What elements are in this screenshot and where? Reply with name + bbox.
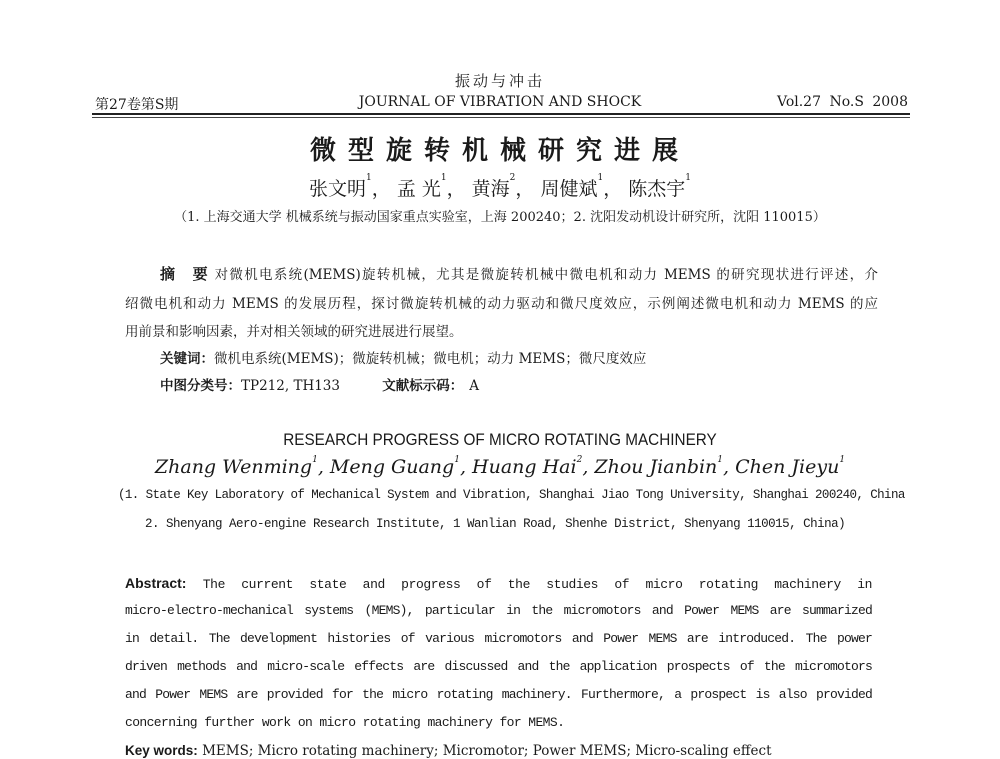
author: Chen Jieyu <box>735 456 840 478</box>
author: Huang Hai <box>472 456 577 478</box>
keywords-value: MEMS; Micro rotating machinery; Micromotor; Power MEMS; Micro-scaling effect <box>202 743 772 759</box>
abstract-en-line-2: micro-electro-mechanical systems (MEMS), particular in the micromotors and Power MEMS are summarized <box>125 603 872 618</box>
author-affil-mark: 1 <box>454 455 460 465</box>
authors-cn: 张文明$^1$， 孟 光$^1$， 黄海$^2$， 周健斌$^1$， 陈杰宇$^1$ <box>309 173 691 200</box>
author-affil-mark: 2 <box>576 455 583 465</box>
author-affil-mark: 1 <box>366 173 372 183</box>
journal-name-en: JOURNAL OF VIBRATION AND SHOCK <box>358 94 642 110</box>
author-affil-mark: 2 <box>509 173 516 183</box>
paper-title-en: RESEARCH PROGRESS OF MICRO ROTATING MACHINERY <box>283 430 717 449</box>
doc-code-label: 文献标示码： <box>382 378 464 393</box>
volume-info: Vol.27 No.S 2008 <box>777 94 908 110</box>
authors-en: Zhang Wenming$^1$, Meng Guang$^1$, Huang Hai$^2$, Zhou Jianbin$^1$, Chen Jieyu$^1$ <box>154 455 846 478</box>
author-affil-mark: 1 <box>839 455 846 465</box>
author: Zhou Jianbin <box>594 456 718 478</box>
abstract-en-line-3: in detail. The development histories of various micromotors and Power MEMS are introduced. The power <box>125 631 872 646</box>
abstract-cn-line-1 <box>125 263 878 284</box>
author: 黄海 <box>471 178 510 200</box>
author: 周健斌 <box>540 178 598 200</box>
abstract-text: The current state and progress of the studies of micro rotating machinery in <box>202 577 872 592</box>
header-rule-thin <box>92 117 910 118</box>
keywords-en <box>125 743 772 759</box>
abstract-cn-line-2: 绍微电机和动力 MEMS 的发展历程，探讨微旋转机械的动力驱动和微尺度效应，示例阐述微电机和动力 MEMS 的应 <box>125 296 878 312</box>
abstract-en-line-6: concerning further work on micro rotating machinery for MEMS. <box>125 715 565 730</box>
classification-cn <box>160 374 479 394</box>
author-affil-mark: 1 <box>597 173 604 183</box>
classification-label: 中图分类号： <box>160 378 241 393</box>
affiliation-cn: （1. 上海交通大学 机械系统与振动国家重点实验室，上海 200240；2. 沈阳发动机设计研究所，沈阳 110015） <box>174 210 826 225</box>
author: Meng Guang <box>329 456 455 478</box>
keywords-label: Key words: <box>125 743 198 758</box>
issue-cn: 第27卷第S期 <box>95 97 179 113</box>
author-affil-mark: 1 <box>717 455 724 465</box>
abstract-en-line-5: and Power MEMS are provided for the micro rotating machinery. Furthermore, a prospect is also provided <box>125 687 872 702</box>
keywords-value: 微机电系统(MEMS)；微旋转机械；微电机；动力 MEMS；微尺度效应 <box>214 351 647 367</box>
keywords-cn <box>160 347 646 367</box>
author: 陈杰宇 <box>628 178 686 200</box>
author: 张文明 <box>309 178 367 200</box>
author-affil-mark: 1 <box>685 173 691 183</box>
author-affil-mark: 1 <box>440 173 447 183</box>
abstract-en-line-4: driven methods and micro-scale effects are discussed and the application prospects of the micromotors <box>125 659 872 674</box>
abstract-label-en: Abstract: <box>125 575 187 591</box>
author: Zhang Wenming <box>154 456 313 478</box>
header-rule <box>92 113 910 115</box>
author-affil-mark: 1 <box>312 455 318 465</box>
affiliation-en-1: (1. State Key Laboratory of Mechanical System and Vibration, Shanghai Jiao Tong University, Shanghai 200240, China <box>118 488 905 502</box>
abstract-label-cn: 摘 要 <box>160 265 209 283</box>
classification-value: TP212, TH133 <box>241 378 340 394</box>
abstract-en-line-1 <box>125 575 872 592</box>
abstract-text: 对微机电系统(MEMS)旋转机械，尤其是微旋转机械中微电机和动力 MEMS 的研究现状进行评述，介 <box>214 267 878 283</box>
author: 孟 光 <box>396 178 441 200</box>
doc-code-value: A <box>469 378 480 394</box>
abstract-cn-line-3: 用前景和影响因素，并对相关领域的研究进展进行展望。 <box>125 324 463 340</box>
keywords-label: 关键词： <box>160 351 214 366</box>
journal-name-cn: 振动与冲击 <box>454 72 545 90</box>
affiliation-en-2: 2. Shenyang Aero-engine Research Institute, 1 Wanlian Road, Shenhe District, Shenyang 110015, China) <box>145 517 846 531</box>
paper-title-cn: 微型旋转机械研究进展 <box>309 135 690 165</box>
